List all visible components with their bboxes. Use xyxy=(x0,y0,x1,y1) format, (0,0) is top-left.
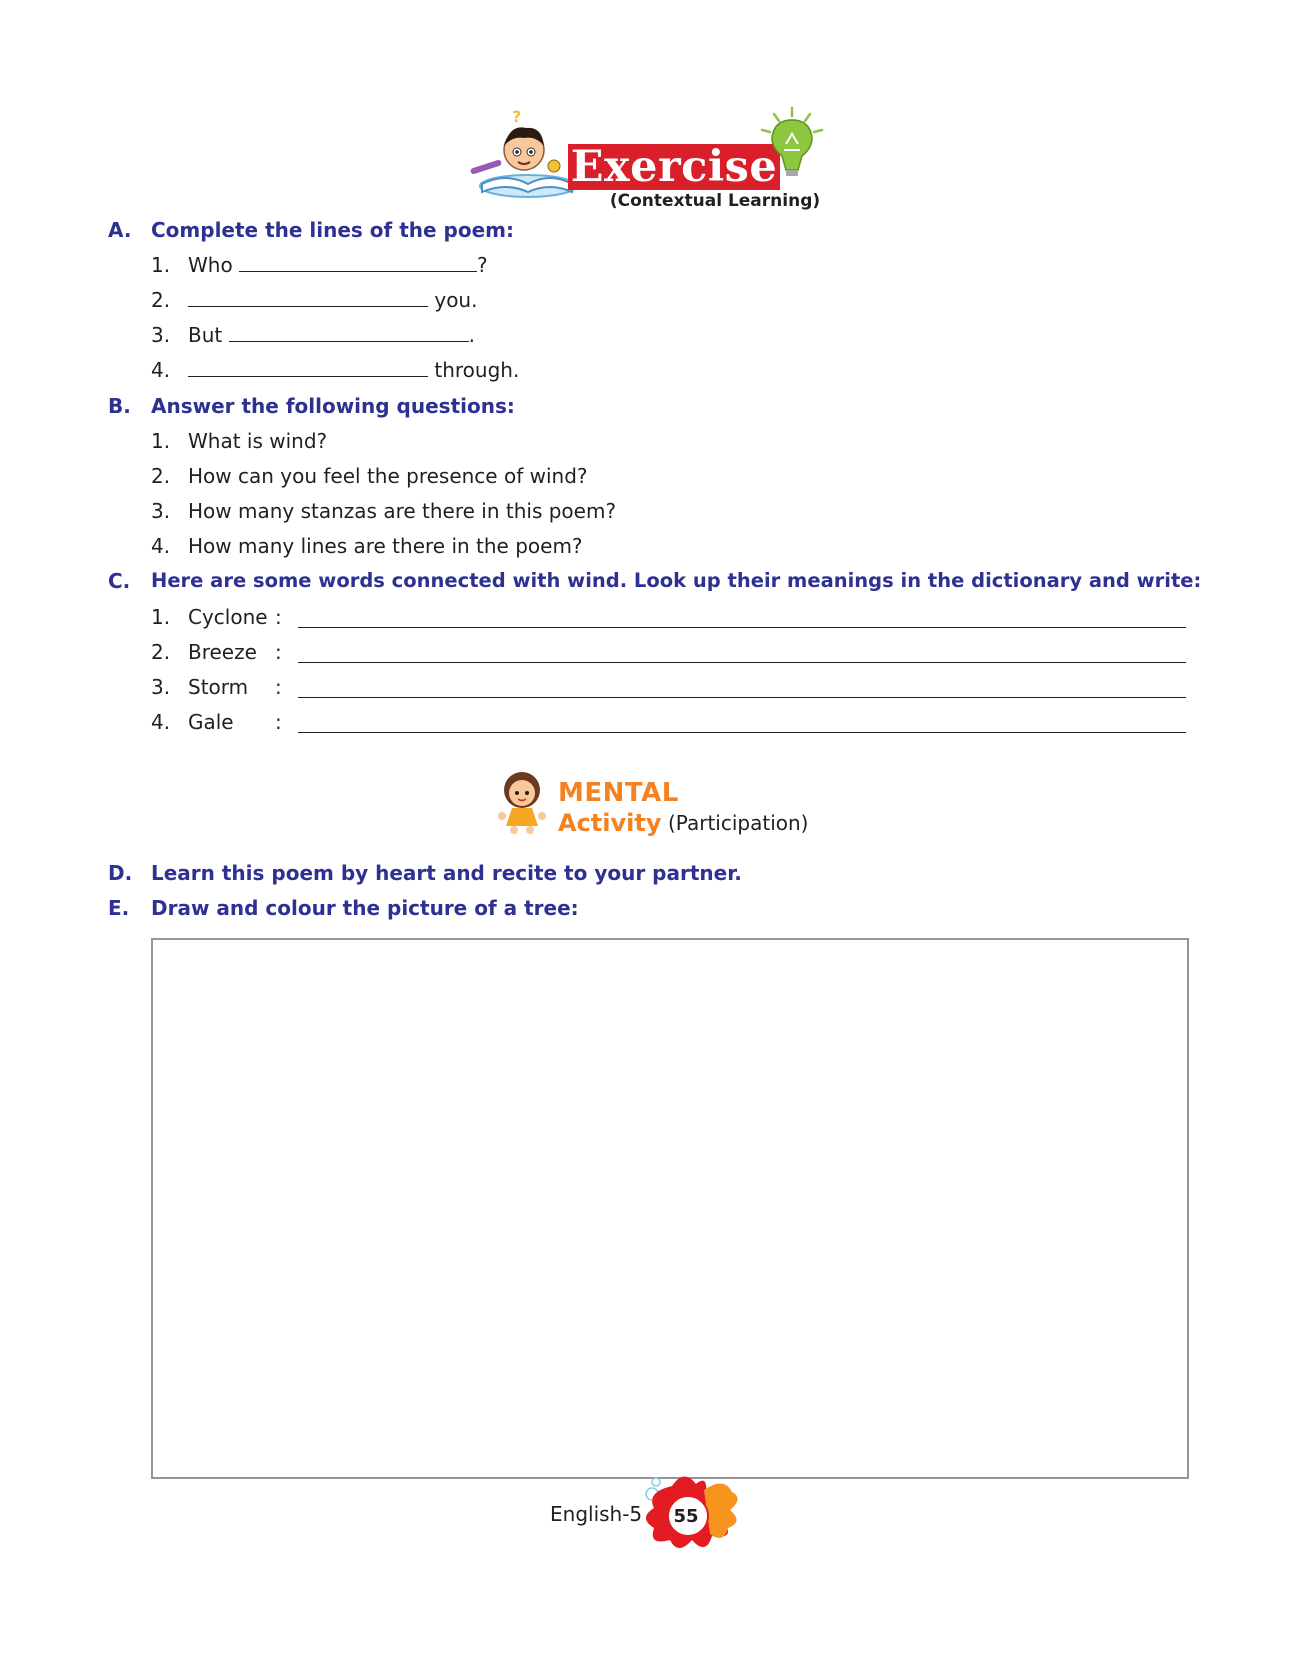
book-label: English-5 xyxy=(550,1502,643,1526)
participation-label: (Participation) xyxy=(668,811,809,835)
a-item-1-num: 1. xyxy=(151,253,171,277)
section-b-letter: B. xyxy=(108,394,131,418)
a-item-2-num: 2. xyxy=(151,288,171,312)
b-item-3-num: 3. xyxy=(151,499,171,523)
svg-text:?: ? xyxy=(512,107,522,126)
exercise-subtitle: (Contextual Learning) xyxy=(609,191,821,211)
c-item-1-colon: : xyxy=(275,605,282,629)
a-item-4-after: through. xyxy=(434,358,520,382)
c-item-1-answer-line[interactable] xyxy=(298,627,1186,628)
c-item-3-answer-line[interactable] xyxy=(298,697,1186,698)
girl-icon xyxy=(490,766,554,834)
section-e-letter: E. xyxy=(108,896,130,920)
c-item-4-num: 4. xyxy=(151,710,171,734)
exercise-title: Exercise xyxy=(568,144,780,190)
a-item-3-before: But xyxy=(188,323,223,347)
section-d-letter: D. xyxy=(108,861,133,885)
a-item-1-after: ? xyxy=(477,253,488,277)
b-item-4-num: 4. xyxy=(151,534,171,558)
section-c-title: Here are some words connected with wind. Look up their meanings in the dictionary and write: xyxy=(151,569,1202,592)
b-item-1-num: 1. xyxy=(151,429,171,453)
a-item-3-after: . xyxy=(468,323,475,347)
boy-reading-icon xyxy=(466,106,576,200)
a-item-4-num: 4. xyxy=(151,358,171,382)
a-item-3-num: 3. xyxy=(151,323,171,347)
b-item-1: What is wind? xyxy=(188,429,328,453)
a-item-2-after: you. xyxy=(434,288,478,312)
b-item-2: How can you feel the presence of wind? xyxy=(188,464,588,488)
b-item-4: How many lines are there in the poem? xyxy=(188,534,583,558)
section-c-letter: C. xyxy=(108,569,131,593)
a-item-1-blank[interactable] xyxy=(239,270,477,272)
mental-title: MENTAL xyxy=(558,778,679,808)
c-item-1-num: 1. xyxy=(151,605,171,629)
c-item-4-colon: : xyxy=(275,710,282,734)
section-e-title: Draw and colour the picture of a tree: xyxy=(151,896,579,920)
a-item-3-blank[interactable] xyxy=(229,340,469,342)
c-item-2-colon: : xyxy=(275,640,282,664)
c-item-2-num: 2. xyxy=(151,640,171,664)
c-item-2-word: Breeze xyxy=(188,640,257,664)
a-item-2-blank[interactable] xyxy=(188,305,428,307)
c-item-4-answer-line[interactable] xyxy=(298,732,1186,733)
drawing-box[interactable] xyxy=(151,938,1189,1479)
c-item-3-colon: : xyxy=(275,675,282,699)
section-d-title: Learn this poem by heart and recite to your partner. xyxy=(151,861,742,885)
b-item-2-num: 2. xyxy=(151,464,171,488)
c-item-3-num: 3. xyxy=(151,675,171,699)
section-a-title: Complete the lines of the poem: xyxy=(151,218,514,242)
section-a-letter: A. xyxy=(108,218,132,242)
lightbulb-icon xyxy=(752,104,832,184)
a-item-4-blank[interactable] xyxy=(188,375,428,377)
a-item-1-before: Who xyxy=(188,253,233,277)
c-item-4-word: Gale xyxy=(188,710,234,734)
a-item-1 xyxy=(188,253,488,277)
page-number: 55 xyxy=(673,1506,699,1527)
section-b-title: Answer the following questions: xyxy=(151,394,515,418)
a-item-4 xyxy=(188,358,519,382)
c-item-1-word: Cyclone xyxy=(188,605,268,629)
b-item-3: How many stanzas are there in this poem? xyxy=(188,499,617,523)
c-item-2-answer-line[interactable] xyxy=(298,662,1186,663)
a-item-3 xyxy=(188,323,475,347)
a-item-2 xyxy=(188,288,477,312)
activity-title: Activity xyxy=(558,809,662,837)
c-item-3-word: Storm xyxy=(188,675,249,699)
